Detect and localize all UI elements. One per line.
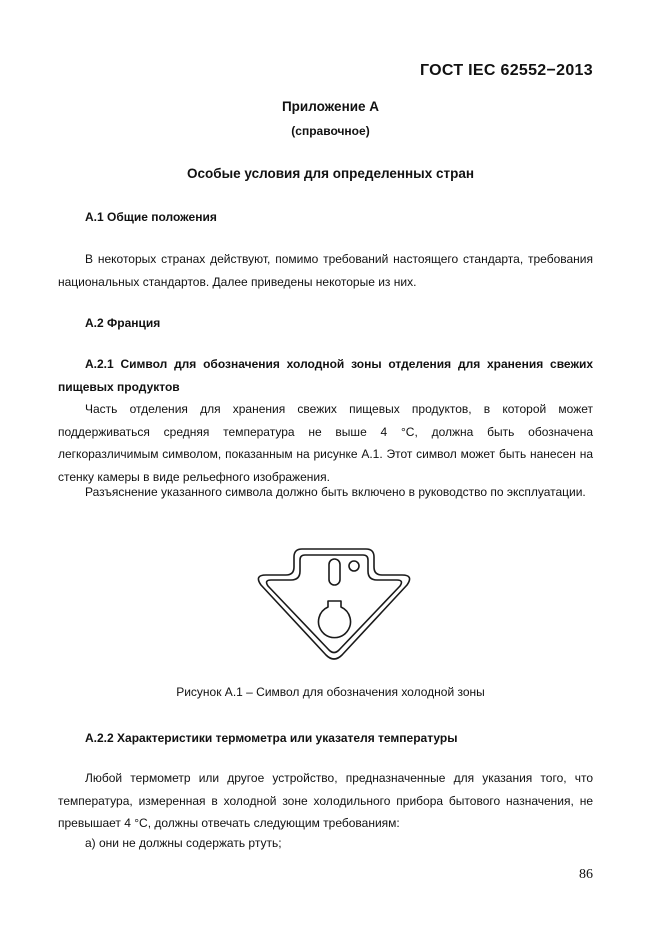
cold-zone-symbol-figure	[254, 543, 414, 661]
page-number: 86	[579, 867, 593, 882]
standard-designation: ГОСТ IEC 62552−2013	[420, 62, 593, 79]
section-a22-heading: А.2.2 Характеристики термометра или указателя температуры	[85, 731, 458, 745]
figure-caption: Рисунок А.1 – Символ для обозначения холодной зоны	[176, 685, 485, 699]
symbol-small-circle	[349, 561, 359, 571]
section-a21-paragraph-1: Часть отделения для хранения свежих пищевых продуктов, в которой может поддерживаться средняя температура не выше 4 °С, должна быть обозначена легкоразличимым символом, показанным на рисунке А.1. Этот символ может быть нанесен на стенку камеры в виде рельефного изображения.	[58, 402, 593, 485]
section-a1-heading: А.1 Общие положения	[85, 210, 217, 224]
section-a1-paragraph: В некоторых странах действуют, помимо требований настоящего стандарта, требования национальных стандартов. Далее приведены некоторые из них.	[58, 252, 593, 289]
section-a21-paragraph-2: Разъяснение указанного символа должно быть включено в руководство по эксплуатации.	[85, 485, 586, 499]
symbol-keyhole	[319, 601, 351, 638]
symbol-slot	[329, 559, 340, 585]
symbol-outer-outline	[258, 549, 409, 659]
annex-heading: Особые условия для определенных стран	[187, 166, 474, 181]
section-a22-paragraph: Любой термометр или другое устройство, предназначенные для указания того, что температура, измеренная в холодной зоне холодильного прибора бытового назначения, не превышает 4 °С, должны отвечать следующим требованиям:	[58, 771, 593, 831]
section-a21-heading: А.2.1 Символ для обозначения холодной зоны отделения для хранения свежих пищевых продуктов	[58, 357, 593, 394]
annex-subtitle: (справочное)	[291, 124, 370, 138]
section-a22-item-a: а) они не должны содержать ртуть;	[85, 836, 282, 850]
section-a2-heading: А.2 Франция	[85, 316, 161, 330]
annex-title: Приложение А	[281, 99, 380, 114]
